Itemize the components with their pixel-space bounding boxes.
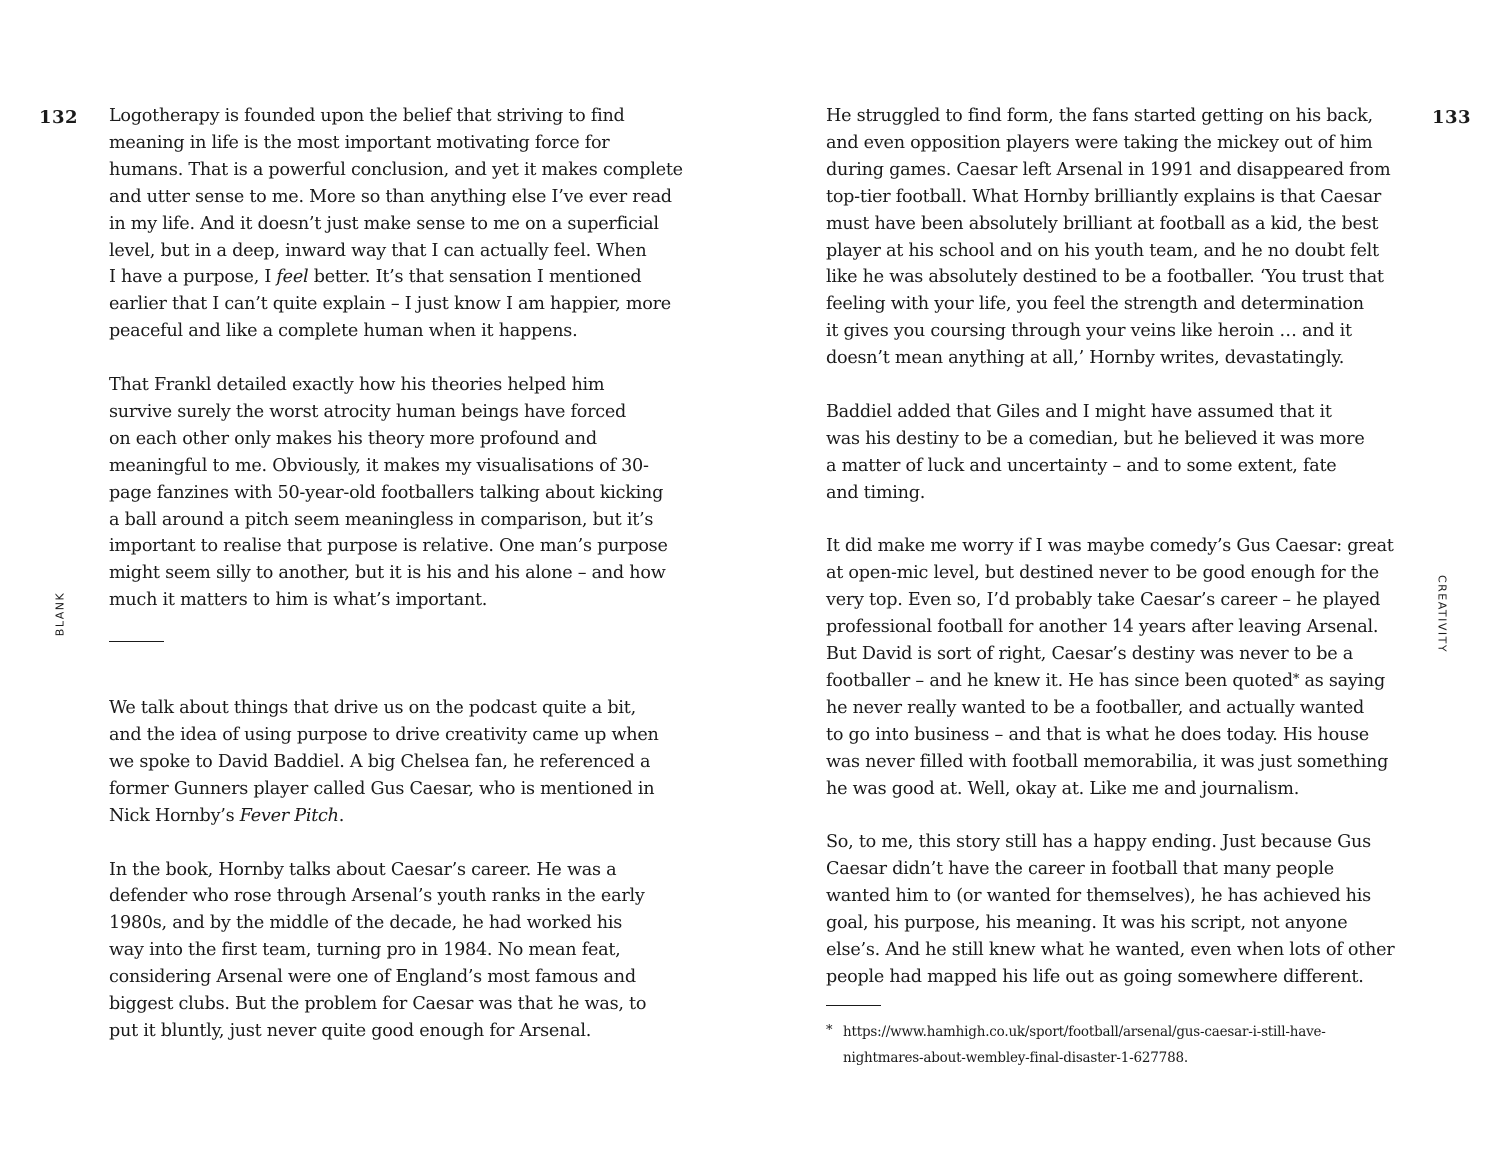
text-line: survive surely the worst atrocity human beings have forced [109,401,627,422]
text-run: as saying [1299,671,1385,691]
footnote-marker: * [826,1022,833,1038]
text-line: So, to me, this story still has a happy ending. Just because Gus [826,832,1371,853]
text-line: But David is sort of right, Caesar’s destiny was never to be a [826,644,1354,665]
text-line: humans. That is a powerful conclusion, and yet it makes complete [109,159,683,180]
text-line: on each other only makes his theory more profound and [109,428,597,449]
text-line: way into the first team, turning pro in 1984. No mean feat, [109,940,621,961]
text-line: 1980s, and by the middle of the decade, he had worked his [109,913,623,934]
text-line: professional football for another 14 years after leaving Arsenal. [826,617,1379,638]
text-line: It did make me worry if I was maybe comedy’s Gus Caesar: great [826,536,1394,557]
footnote-url-line[interactable]: nightmares-about-wembley-final-disaster-1-627788. [843,1049,1188,1066]
running-head-right: CREATIVITY [1435,574,1449,654]
paragraph-podcast [109,695,689,830]
footnote-url-line[interactable]: https://www.hamhigh.co.uk/sport/football/arsenal/gus-caesar-i-still-have- [843,1023,1326,1040]
page-number-left: 132 [39,107,79,128]
emphasis-feel: feel [276,267,309,288]
text-line: else’s. And he still knew what he wanted, even when lots of other [826,940,1395,961]
text-line: meaning in life is the most important motivating force for [109,132,610,153]
text-line: meaningful to me. Obviously, it makes my visualisations of 30- [109,455,649,476]
text-line: people had mapped his life out as going somewhere different. [826,966,1364,987]
text-line: earlier that I can’t quite explain – I just know I am happier, more [109,294,671,315]
text-line: put it bluntly, just never quite good enough for Arsenal. [109,1020,592,1041]
text-run: I have a purpose, I [109,267,277,288]
right-page [750,0,1500,1174]
text-line: very top. Even so, I’d probably take Caesar’s career – he played [826,590,1381,611]
text-line: and utter sense to me. More so than anything else I’ve ever read [109,186,672,207]
text-line: it gives you coursing through your veins like heroin … and it [826,321,1352,342]
text-line: important to realise that purpose is relative. One man’s purpose [109,536,668,557]
text-line: goal, his purpose, his meaning. It was his script, not anyone [826,913,1348,934]
text-line: at open-mic level, but destined never to be good enough for the [826,563,1379,584]
text-line: He struggled to find form, the fans started getting on his back, [826,106,1373,126]
text-line: much it matters to him is what’s important. [109,590,488,611]
text-line: during games. Caesar left Arsenal in 1991 and disappeared from [826,159,1391,180]
text-line: considering Arsenal were one of England’s most famous and [109,967,636,988]
text-line: player at his school and on his youth team, and he no doubt felt [826,240,1379,261]
text-line: might seem silly to another, but it is his and his alone – and how [109,563,666,584]
text-line: level, but in a deep, inward way that I can actually feel. When [109,240,647,261]
text-line: and timing. [826,482,926,503]
text-run: . [338,805,345,826]
text-line: top-tier football. What Hornby brilliantly explains is that Caesar [826,186,1382,207]
text-line: was never filled with football memorabilia, it was just something [826,751,1389,772]
text-line: Caesar didn’t have the career in football that many people [826,859,1334,880]
text-line [826,668,1406,695]
text-line: he was good at. Well, okay at. Like me and journalism. [826,778,1300,799]
text-line: Baddiel added that Giles and I might have assumed that it [826,401,1332,422]
text-line: We talk about things that drive us on the podcast quite a bit, [109,698,636,719]
text-line: doesn’t mean anything at all,’ Hornby writes, devastatingly. [826,348,1345,369]
text-line: like he was absolutely destined to be a footballer. ‘You trust that [826,267,1384,288]
text-line: and the idea of using purpose to drive creativity came up when [109,725,659,745]
page-number-right: 133 [1432,107,1472,128]
section-divider [109,641,164,642]
text-line: page fanzines with 50-year-old footballers talking about kicking [109,482,664,503]
paragraph-struggled [826,103,1406,372]
text-line: defender who rose through Arsenal’s youth ranks in the early [109,886,645,907]
running-head-left: BLANK [53,591,67,637]
right-text-column [826,103,1406,1071]
text-line: and even opposition players were taking the mickey out of him [826,132,1373,153]
text-line: That Frankl detailed exactly how his theories helped him [109,375,605,396]
text-line: in my life. And it doesn’t just make sense to me on a superficial [109,213,659,234]
book-title-fever-pitch: Fever Pitch [239,805,339,826]
paragraph-logotherapy [109,103,689,345]
paragraph-frankl [109,372,689,614]
text-line [109,803,689,830]
text-line: feeling with your life, you feel the strength and determination [826,294,1364,315]
text-line: wanted him to (or wanted for themselves), he has achieved his [826,886,1371,907]
footnote [826,1019,1406,1071]
left-text-column [109,103,689,1072]
text-line: a matter of luck and uncertainty – and to some extent, fate [826,455,1337,476]
text-line: was his destiny to be a comedian, but he believed it was more [826,428,1365,449]
text-line [109,264,689,291]
text-line: must have been absolutely brilliant at football as a kid, the best [826,213,1379,234]
text-line: Logotherapy is founded upon the belief that striving to find [109,106,625,126]
text-run: footballer – and he knew it. He has since been quoted [826,671,1293,691]
text-line: In the book, Hornby talks about Caesar’s career. He was a [109,859,617,880]
text-line: former Gunners player called Gus Caesar, who is mentioned in [109,778,655,799]
footnote-divider [826,1005,881,1006]
paragraph-baddiel [826,399,1406,507]
paragraph-worry [826,533,1406,802]
text-line: to go into business – and that is what he does today. His house [826,724,1369,745]
text-line: he never really wanted to be a footballer, and actually wanted [826,697,1365,718]
text-line: we spoke to David Baddiel. A big Chelsea fan, he referenced a [109,751,651,772]
footnote-reference[interactable]: * [1292,672,1300,687]
paragraph-happy-ending [826,829,1406,990]
text-line: a ball around a pitch seem meaningless in comparison, but it’s [109,509,654,530]
text-run: Nick Hornby’s [109,805,240,826]
paragraph-hornby-book [109,857,689,1045]
text-line: biggest clubs. But the problem for Caesar was that he was, to [109,994,647,1015]
text-run: better. It’s that sensation I mentioned [308,267,642,288]
text-line: peaceful and like a complete human when it happens. [109,321,578,342]
